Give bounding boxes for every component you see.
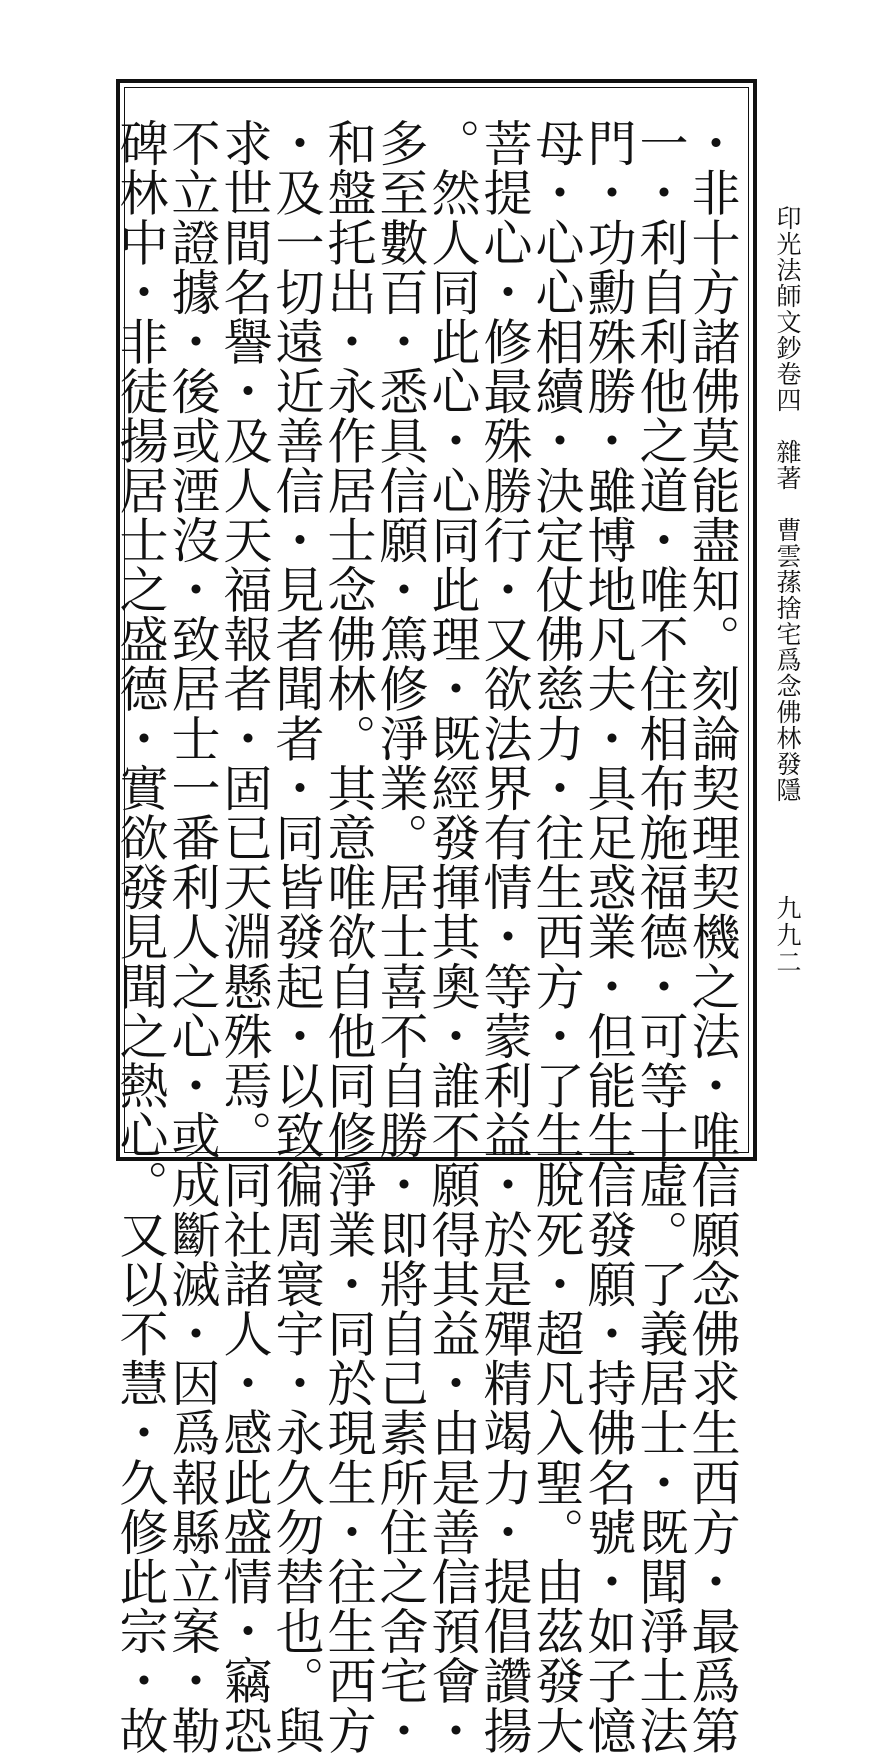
page-number: 九九二: [773, 895, 802, 976]
text-column-3: 門・功勳殊勝・雖博地凡夫・具足惑業・但能生信發願・持佛名號・如子憶: [580, 118, 637, 1755]
text-column-7: 多至數百・悉具信願・篤修淨業。居士喜不自勝・即將自己素所住之舍宅・: [372, 118, 429, 1755]
text-column-4: 母・心心相續・決定仗佛慈力・往生西方・了生脫死・超凡入聖。由茲發大: [528, 118, 585, 1755]
running-header: 印光法師文鈔卷四 雜著 曹雲蓀捨宅爲念佛林發隱: [773, 205, 802, 803]
text-column-1: ・非十方諸佛莫能盡知。刻論契理契機之法・唯信願念佛求生西方・最爲第: [684, 118, 741, 1755]
text-column-5: 菩提心・修最殊勝行・又欲法界有情・等蒙利益・於是殫精竭力・提倡讚揚: [476, 118, 533, 1755]
main-text-block: [112, 118, 741, 1755]
text-column-8: 和盤托出・永作居士念佛林。其意唯欲自他同修淨業・同於現生・往生西方: [320, 118, 377, 1755]
text-column-11: 不立證據・後或湮沒・致居士一番利人之心・或成斷滅・因爲報縣立案・勒: [164, 118, 221, 1755]
text-column-10: 求世間名譽・及人天福報者・固已天淵懸殊焉。同社諸人・感此盛情・竊恐: [216, 118, 273, 1755]
text-column-9: ・及一切遠近善信・見者聞者・同皆發起・以致徧周寰宇・永久勿替也。與: [268, 118, 325, 1755]
text-column-6: 。然人同此心・心同此理・既經發揮其奧・誰不願得其益・由是善信預會・: [424, 118, 481, 1755]
text-column-12: 碑林中・非徒揚居士之盛德・實欲發見聞之熱心。又以不慧・久修此宗・故: [112, 118, 169, 1755]
text-column-2: 一・利自利他之道・唯不住相布施福德・可等十虛。了義居士・既聞淨土法: [632, 118, 689, 1755]
